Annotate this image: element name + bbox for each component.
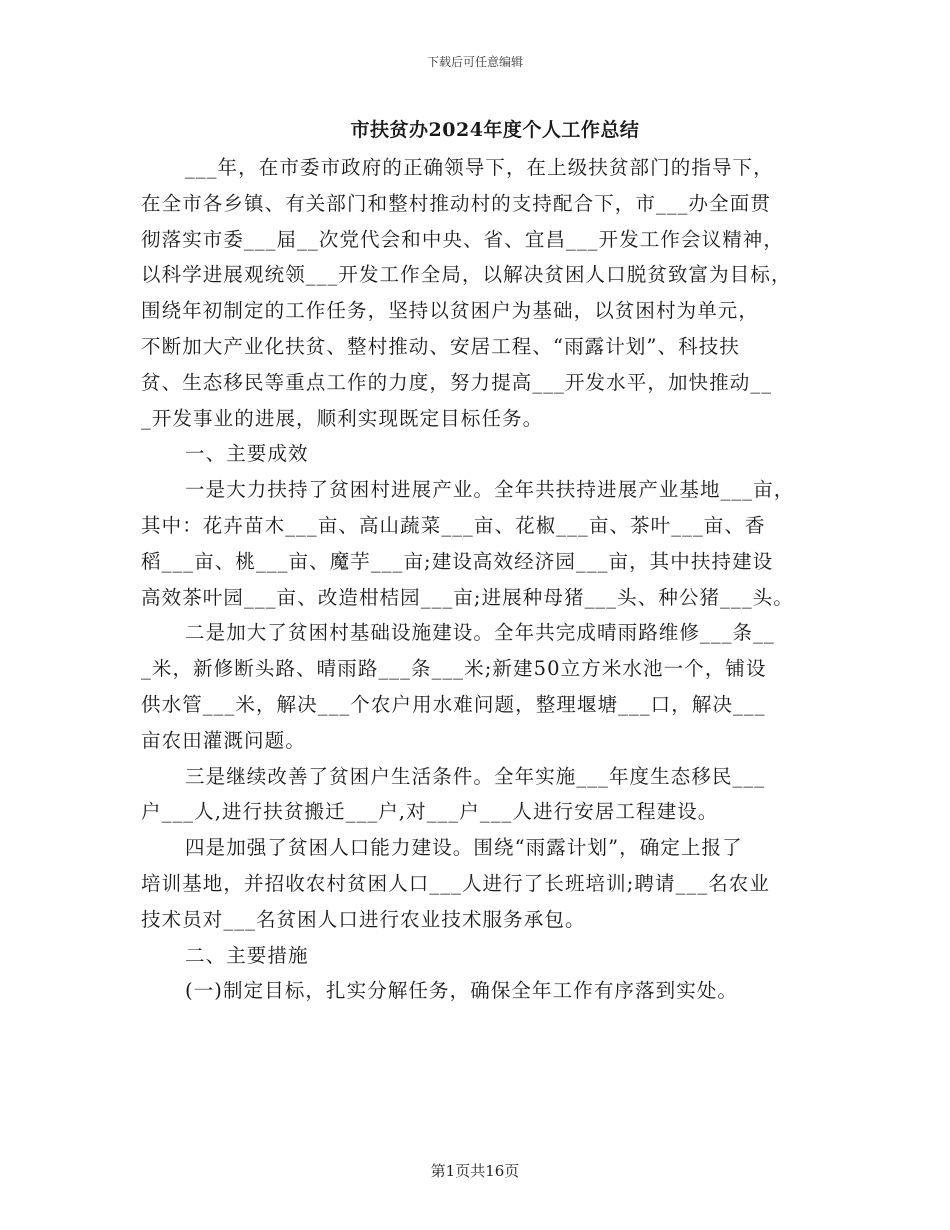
paragraph-line: 二是加大了贫困村基础设施建设。全年共完成晴雨路维修___条__ — [185, 621, 775, 645]
paragraph-line: 贫、生态移民等重点工作的力度，努力提高___开发水平，加快推动__ — [141, 370, 773, 394]
paragraph-line: 一是大力扶持了贫困村进展产业。全年共扶持进展产业基地___亩， — [185, 478, 795, 502]
paragraph-line: 亩农田灌溉问题。 — [141, 728, 306, 752]
paragraph-line: 供水管___米，解决___个农户用水难问题，整理堰塘___口，解决___ — [141, 692, 766, 716]
paragraph-line: 彻落实市委___届__次党代会和中央、省、宜昌___开发工作会议精神， — [141, 227, 785, 251]
paragraph-line: 不断加大产业化扶贫、整村推动、安居工程、“雨露计划”、科技扶 — [141, 334, 740, 358]
paragraph-line: (一)制定目标，扎实分解任务，确保全年工作有序落到实处。 — [185, 979, 739, 1003]
paragraph-line: 在全市各乡镇、有关部门和整村推动村的支持配合下，市___办全面贯 — [141, 191, 771, 215]
paragraph-line: 以科学进展观统领___开发工作全局，以解决贫困人口脱贫致富为目标， — [141, 263, 792, 287]
document-body — [141, 150, 811, 1009]
paragraph-line: 围绕年初制定的工作任务，坚持以贫困户为基础，以贫困村为单元， — [141, 299, 760, 323]
paragraph-line: 高效茶叶园___亩、改造柑桔园___亩;进展种母猪___头、种公猪___头。 — [141, 585, 794, 609]
paragraph-line: ___年，在市委市政府的正确领导下，在上级扶贫部门的指导下， — [185, 156, 774, 179]
paragraph-line: _米，新修断头路、晴雨路___条___米;新建50立方米水池一个，铺设 — [141, 657, 767, 681]
paragraph-line: 三是继续改善了贫困户生活条件。全年实施___年度生态移民___ — [185, 764, 766, 788]
paragraph-line: 其中：花卉苗木___亩、高山蔬菜___亩、花椒___亩、茶叶___亩、香 — [141, 513, 766, 537]
paragraph-line: 稻___亩、桃___亩、魔芋___亩;建设高效经济园___亩，其中扶持建设 — [141, 549, 774, 573]
page-number: 第1页共16页 — [430, 1162, 520, 1180]
paragraph-line: _开发事业的进展，顺利实现既定目标任务。 — [141, 406, 544, 430]
section-heading: 一、主要成效 — [185, 442, 309, 466]
document-title: 市扶贫办2024年度个人工作总结 — [350, 119, 640, 141]
section-heading: 二、主要措施 — [185, 943, 309, 967]
paragraph-line: 培训基地，并招收农村贫困人口___人进行了长班培训;聘请___名农业 — [141, 871, 770, 895]
page-header-note: 下载后可任意编辑 — [426, 55, 523, 69]
paragraph-line: 四是加强了贫困人口能力建设。围绕“雨露计划”，确定上报了 — [185, 836, 743, 860]
paragraph-line: 户___人,进行扶贫搬迁___户,对___户___人进行安居工程建设。 — [141, 800, 719, 824]
paragraph-line: 技术员对___名贫困人口进行农业技术服务承包。 — [141, 907, 586, 931]
